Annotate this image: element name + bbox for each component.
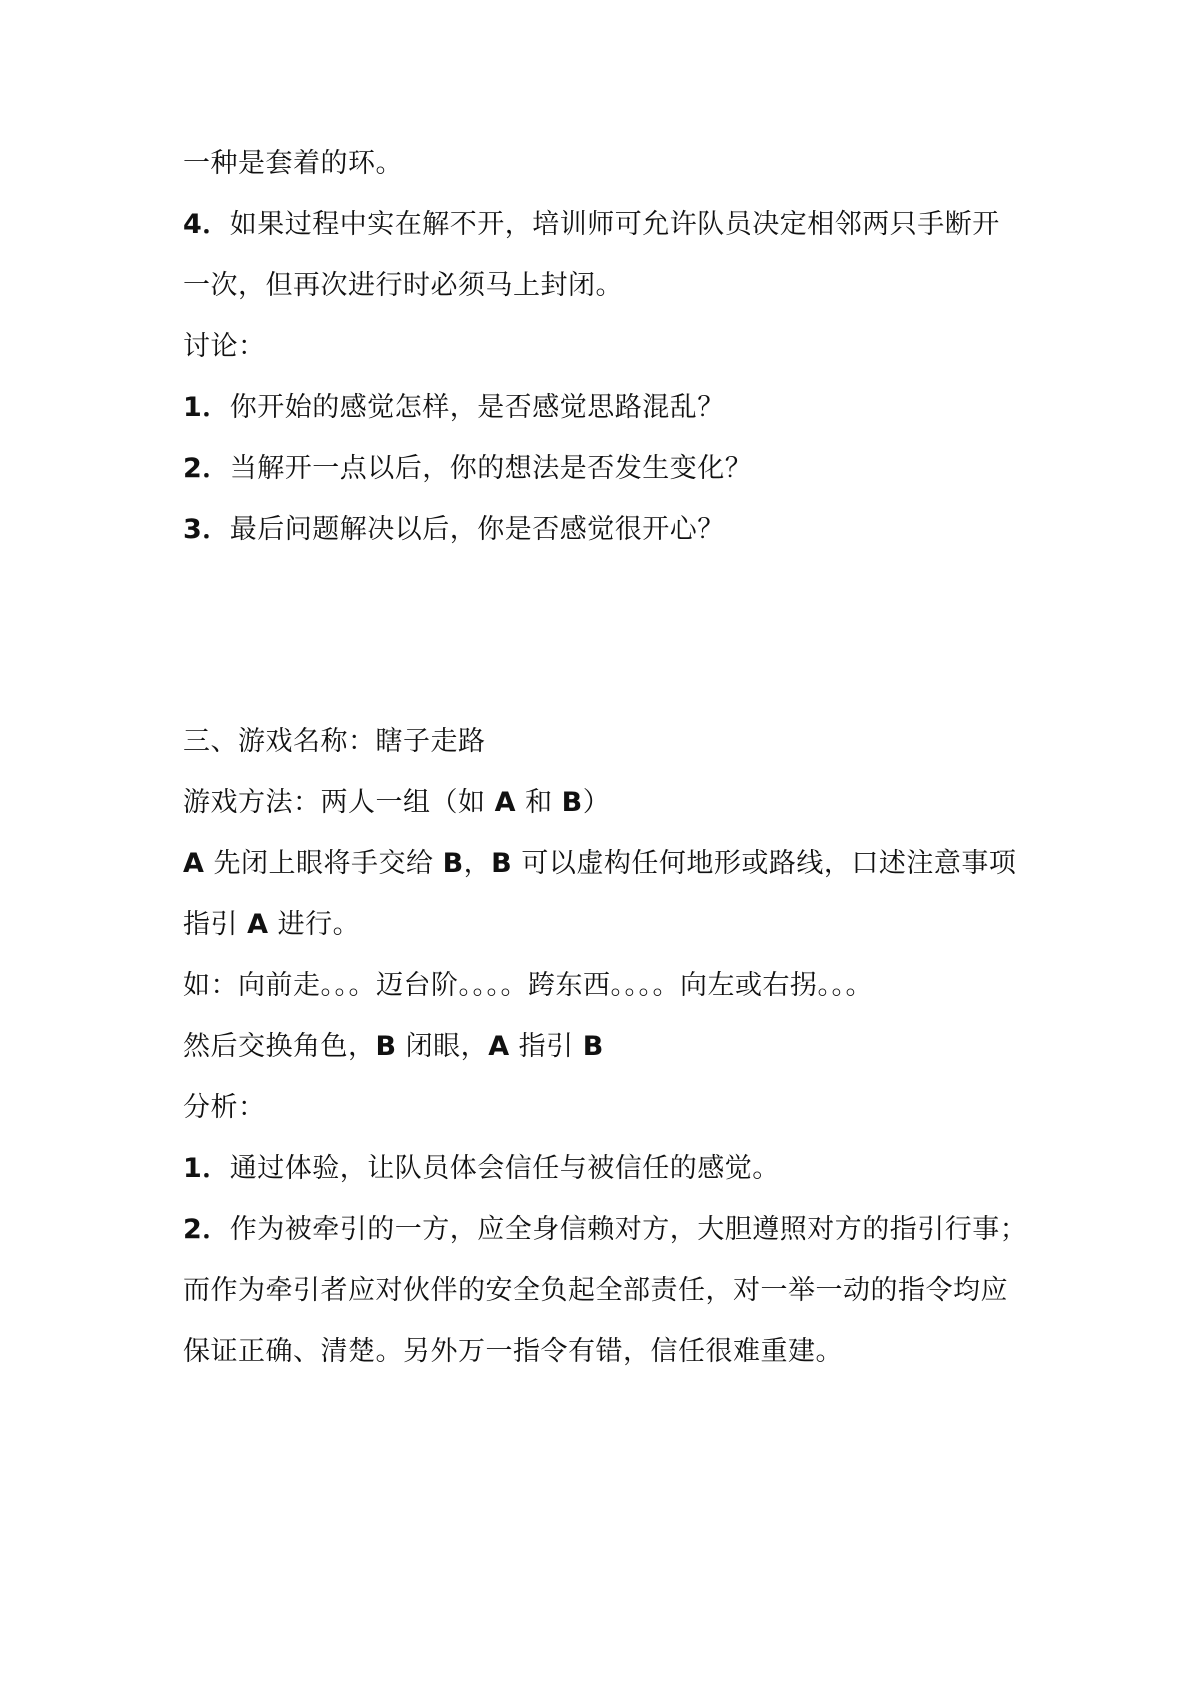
item-4-line-1 [183, 205, 1000, 245]
desc-t3: 可以虚构任何地形或路线，口述注意事项 [512, 848, 1017, 879]
analysis-item-1 [183, 1149, 780, 1189]
discussion-item-3-text: 最后问题解决以后，你是否感觉很开心？ [229, 514, 725, 545]
analysis-item-2-text-1: 作为被牵引的一方，应全身信赖对方，大胆遵照对方的指引行事； [229, 1214, 1028, 1245]
swap-a: A [488, 1031, 510, 1062]
item-4-text-1: 如果过程中实在解不开，培训师可允许队员决定相邻两只手断开 [229, 209, 1000, 240]
discussion-item-2-number: 2． [183, 453, 230, 484]
example-text: 如：向前走。。。迈台阶。。。。跨东西。。。。向左或右拐。。。 [183, 970, 873, 1001]
discussion-label [183, 327, 266, 367]
analysis-item-2-line-3 [183, 1332, 843, 1372]
game-method-line [183, 783, 610, 823]
discussion-label-text: 讨论： [183, 331, 266, 362]
analysis-item-2-line-2 [183, 1271, 1008, 1311]
document-page [183, 0, 1063, 1698]
swap-b2: B [582, 1031, 604, 1062]
swap-b1: B [375, 1031, 397, 1062]
analysis-label [183, 1088, 266, 1128]
item-4-text-2: 一次，但再次进行时必须马上封闭。 [183, 270, 623, 301]
analysis-item-2-line-1 [183, 1210, 1027, 1250]
discussion-item-1 [183, 388, 725, 428]
item-4-line-2 [183, 266, 623, 306]
desc2-a: A [247, 909, 269, 940]
desc-t1: 先闭上眼将手交给 [204, 848, 443, 879]
discussion-item-3-number: 3． [183, 514, 230, 545]
discussion-item-3 [183, 510, 725, 550]
discussion-item-2-text: 当解开一点以后，你的想法是否发生变化？ [229, 453, 753, 484]
description-line-2 [183, 905, 360, 945]
item-4-number: 4． [183, 209, 230, 240]
example-line [183, 966, 873, 1006]
discussion-item-2 [183, 449, 752, 489]
method-mid: 和 [516, 787, 562, 818]
section-three-title-text: 三、游戏名称：瞎子走路 [183, 726, 486, 757]
desc-a1: A [183, 848, 205, 879]
swap-roles-line [183, 1027, 604, 1067]
swap-t1: 然后交换角色， [183, 1031, 376, 1062]
ring-text: 一种是套着的环。 [183, 148, 403, 179]
desc2-t2: 进行。 [268, 909, 361, 940]
section-three-title [183, 722, 486, 762]
description-line-1 [183, 844, 1016, 884]
swap-t2: 闭眼， [396, 1031, 489, 1062]
analysis-item-1-number: 1． [183, 1153, 230, 1184]
method-b: B [561, 787, 583, 818]
desc-t2: ， [463, 848, 492, 879]
swap-t3: 指引 [509, 1031, 583, 1062]
analysis-item-2-text-2: 而作为牵引者应对伙伴的安全负起全部责任，对一举一动的指令均应 [183, 1275, 1008, 1306]
analysis-item-1-text: 通过体验，让队员体会信任与被信任的感觉。 [229, 1153, 780, 1184]
method-prefix: 游戏方法：两人一组（如 [183, 787, 495, 818]
analysis-item-2-number: 2． [183, 1214, 230, 1245]
desc-b1: B [442, 848, 464, 879]
analysis-label-text: 分析： [183, 1092, 266, 1123]
method-suffix: ） [582, 787, 611, 818]
paragraph-ring-line [183, 144, 403, 184]
discussion-item-1-text: 你开始的感觉怎样，是否感觉思路混乱？ [229, 392, 725, 423]
desc-b2: B [491, 848, 513, 879]
desc2-t1: 指引 [183, 909, 248, 940]
analysis-item-2-text-3: 保证正确、清楚。另外万一指令有错，信任很难重建。 [183, 1336, 843, 1367]
discussion-item-1-number: 1． [183, 392, 230, 423]
method-a: A [494, 787, 516, 818]
